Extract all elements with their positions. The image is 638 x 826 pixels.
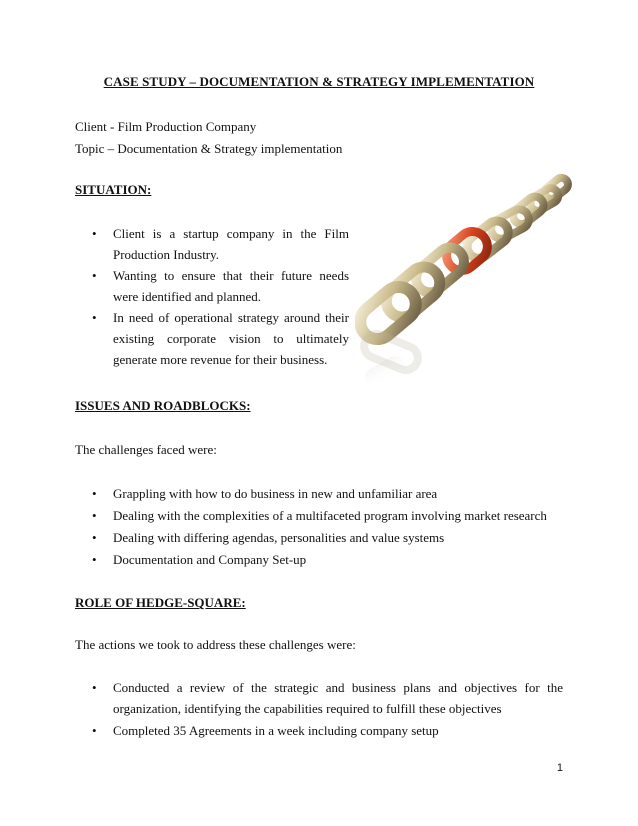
situation-heading: SITUATION:: [75, 182, 152, 197]
role-heading: ROLE OF HEDGE-SQUARE:: [75, 595, 246, 610]
list-item: • Dealing with differing agendas, personalities and value systems: [75, 527, 575, 548]
list-item: • Grappling with how to do business in new and unfamiliar area: [75, 483, 575, 504]
issues-intro: The challenges faced were:: [75, 442, 217, 457]
page-number: 1: [556, 762, 563, 774]
list-item: • Wanting to ensure that their future needs were identified and planned.: [75, 265, 349, 307]
client-line: Client - Film Production Company: [75, 119, 257, 134]
list-item: • Dealing with the complexities of a multifaceted program involving market research: [75, 505, 575, 526]
role-intro: The actions we took to address these challenges were:: [75, 637, 356, 652]
issues-heading: ISSUES AND ROADBLOCKS:: [75, 398, 251, 413]
list-item: • Client is a startup company in the Film Production Industry.: [75, 223, 349, 265]
list-item: • In need of operational strategy around their existing corporate vision to ultimately generate more revenue for their business.: [75, 307, 349, 370]
document-title: CASE STUDY – DOCUMENTATION & STRATEGY IMPLEMENTATION: [103, 74, 535, 89]
list-item: • Completed 35 Agreements in a week including company setup: [75, 720, 563, 741]
role-list: [75, 677, 563, 742]
chain-links-image: [355, 172, 575, 382]
situation-list: [75, 223, 349, 370]
issues-list: [75, 483, 575, 571]
list-item: • Conducted a review of the strategic and business plans and objectives for the organization, identifying the capabilities required to fulfill these objectives: [75, 677, 563, 719]
list-item: • Documentation and Company Set-up: [75, 549, 575, 570]
topic-line: Topic – Documentation & Strategy implementation: [75, 141, 343, 156]
